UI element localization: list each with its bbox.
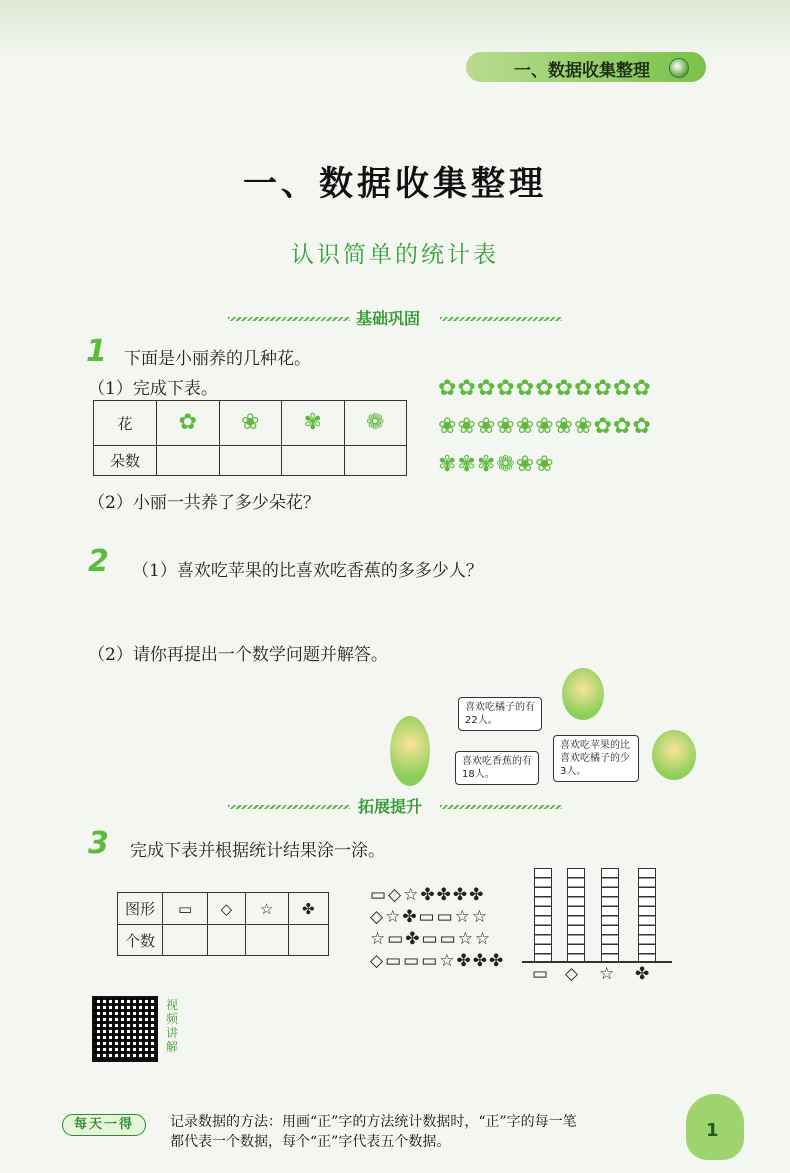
speech-bubble-orange: 喜欢吃橘子的有22人。 (458, 697, 542, 731)
shape-row-3: ☆▭✤▭▭☆☆ (370, 929, 493, 949)
shape-table (117, 892, 329, 956)
flower-cell-4 (344, 401, 407, 446)
flower-cell-3 (282, 401, 345, 446)
axis-shape-2: ◇ (565, 964, 579, 984)
girl-apple-illustration (652, 730, 696, 780)
question-number-3: 3 (88, 826, 109, 861)
q1-part1: （1）完成下表。 (88, 379, 218, 399)
flower-row-1: ✿✿✿✿✿✿✿✿✿✿✿ (438, 376, 652, 401)
bar-column-3[interactable] (601, 868, 619, 962)
shape-cell-1: ▭ (163, 893, 208, 925)
shape-table-header-label: 图形 (118, 893, 163, 925)
shape-row-4: ◇▭▭▭☆✤✤✤ (370, 951, 506, 971)
flower-count-label: 朵数 (94, 446, 157, 476)
shape-picture (370, 887, 505, 970)
girl-banana-illustration (390, 716, 430, 786)
qr-video-label: 视频讲解 (166, 998, 179, 1054)
section-basic-label: 基础巩固 (356, 309, 421, 328)
flower-table-header-label: 花 (94, 401, 157, 446)
daily-tip-badge: 每天一得 (62, 1114, 146, 1136)
daily-tip-text (170, 1112, 686, 1152)
qr-code[interactable] (92, 996, 158, 1062)
daily-tip-line-1: 记录数据的方法：用画“正”字的方法统计数据时，“正”字的每一笔 (170, 1114, 577, 1130)
flower-table (93, 400, 407, 476)
axis-shape-4: ✤ (635, 964, 650, 984)
question-number-2: 2 (88, 544, 109, 579)
flower-count-2[interactable] (219, 446, 282, 476)
flower-row-3: ✾✾✾❁❀❀ (438, 452, 555, 477)
flower-cell-1 (157, 401, 220, 446)
section-basic (0, 308, 790, 330)
flower-3-icon: ✾ (303, 410, 322, 435)
shape-row-1: ▭◇☆✤✤✤✤ (370, 885, 486, 905)
shape-row-2: ◇☆✤▭▭☆☆ (370, 907, 490, 927)
girl-orange-illustration (562, 668, 604, 720)
q2-part1: （1）喜欢吃苹果的比喜欢吃香蕉的多多少人？ (132, 561, 483, 581)
shape-count-2[interactable] (208, 925, 245, 956)
section-advanced-label: 拓展提升 (358, 797, 423, 816)
shape-count-4[interactable] (288, 925, 328, 956)
bar-column-4[interactable] (638, 868, 656, 962)
ball-icon (669, 58, 689, 78)
flower-4-icon: ❁ (366, 410, 385, 435)
daily-tip-line-2: 都代表一个数据，每个“正”字代表五个数据。 (170, 1134, 451, 1150)
flower-1-icon: ✿ (178, 410, 197, 435)
page-title: 一、数据收集整理 (243, 164, 547, 204)
shape-count-1[interactable] (163, 925, 208, 956)
flower-picture (438, 378, 652, 476)
shape-count-3[interactable] (245, 925, 288, 956)
shape-cell-2: ◇ (208, 893, 245, 925)
shape-cell-4: ✤ (288, 893, 328, 925)
q1-part2: （2）小丽一共养了多少朵花？ (88, 493, 320, 513)
speech-bubble-banana: 喜欢吃香蕉的有18人。 (455, 751, 539, 785)
chapter-tab-label: 一、数据收集整理 (514, 61, 650, 81)
axis-shape-1: ▭ (532, 964, 549, 984)
shape-cell-3: ☆ (245, 893, 288, 925)
header-decoration (0, 0, 790, 60)
page-number: 1 (706, 1120, 719, 1141)
axis-shape-3: ☆ (599, 964, 615, 984)
q1-text: 下面是小丽养的几种花。 (124, 349, 311, 369)
flower-cell-2 (219, 401, 282, 446)
flower-count-4[interactable] (344, 446, 407, 476)
q3-text: 完成下表并根据统计结果涂一涂。 (130, 841, 385, 861)
section-advanced (0, 796, 790, 818)
speech-bubble-apple: 喜欢吃苹果的比喜欢吃橘子的少3人。 (553, 735, 639, 782)
flower-2-icon: ❀ (241, 410, 260, 435)
flower-count-3[interactable] (282, 446, 345, 476)
flower-count-1[interactable] (157, 446, 220, 476)
lesson-subtitle: 认识简单的统计表 (291, 242, 499, 268)
bar-column-1[interactable] (534, 868, 552, 962)
question-number-1: 1 (86, 334, 107, 369)
bar-chart-baseline (522, 961, 672, 963)
bar-axis-shapes (532, 966, 655, 983)
bar-column-2[interactable] (567, 868, 585, 962)
shape-count-label: 个数 (118, 925, 163, 956)
flower-row-2: ❀❀❀❀❀❀❀❀✿✿✿ (438, 414, 652, 439)
q2-part2: （2）请你再提出一个数学问题并解答。 (88, 645, 388, 665)
